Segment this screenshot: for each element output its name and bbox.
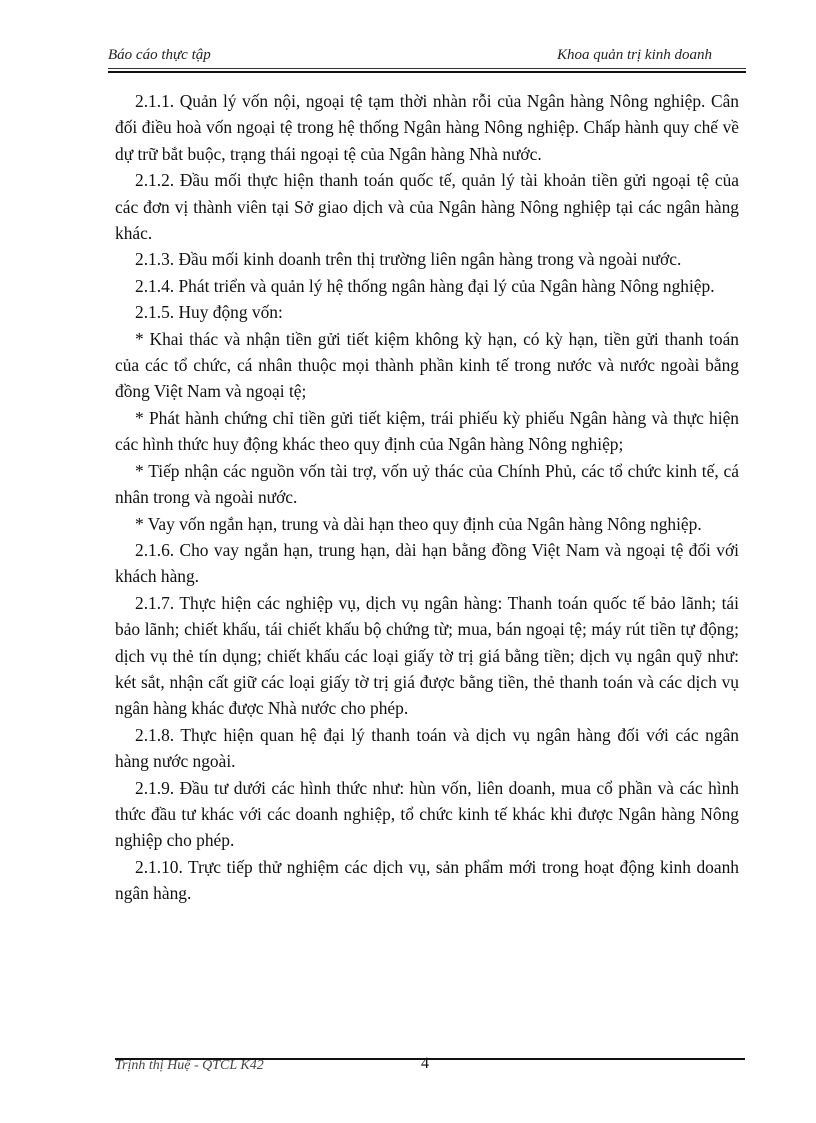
- header-report-title: Báo cáo thực tập: [108, 47, 211, 63]
- header-rule-thick: [108, 71, 746, 73]
- paragraph-2-1-5: 2.1.5. Huy động vốn:: [135, 302, 283, 323]
- document-body: [115, 88, 739, 907]
- paragraph-2-1-10: 2.1.10. Trực tiếp thử nghiệm các dịch vụ, sản phẩm mới trong hoạt động kinh doanh ngân hàng.: [115, 856, 739, 904]
- page-header: [108, 44, 746, 70]
- page-number: 4: [421, 1055, 429, 1072]
- paragraph-2-1-6: 2.1.6. Cho vay ngắn hạn, trung hạn, dài hạn bằng đồng Việt Nam và ngoại tệ đối với khách hàng.: [115, 539, 739, 587]
- bullet-item: * Tiếp nhận các nguồn vốn tài trợ, vốn uỷ thác của Chính Phủ, các tổ chức kinh tế, cá nhân trong và ngoài nước.: [115, 460, 739, 508]
- paragraph-2-1-7: 2.1.7. Thực hiện các nghiệp vụ, dịch vụ ngân hàng: Thanh toán quốc tế bảo lãnh; tái bảo lãnh; chiết khấu, tái chiết khấu bộ chứng từ; mua, bán ngoại tệ; máy rút tiền tự động; dịch vụ thẻ tín dụng; chiết khấu các loại giấy tờ trị giá bằng tiền; dịch vụ ngân quỹ như: két sắt, nhận cất giữ các loại giấy tờ trị giá được bằng tiền, thẻ thanh toán và các dịch vụ ngân hàng khác được Nhà nước cho phép.: [115, 592, 739, 719]
- paragraph-2-1-8: 2.1.8. Thực hiện quan hệ đại lý thanh toán và dịch vụ ngân hàng đối với các ngân hàng nước ngoài.: [115, 724, 739, 772]
- footer-author: Trịnh thị Huệ - QTCL K42: [115, 1058, 264, 1073]
- header-faculty-name: Khoa quản trị kinh doanh: [556, 47, 712, 63]
- paragraph-2-1-2: 2.1.2. Đầu mối thực hiện thanh toán quốc tế, quản lý tài khoản tiền gửi ngoại tệ của các đơn vị thành viên tại Sở giao dịch và của Ngân hàng Nông nghiệp tại các ngân hàng khác.: [115, 170, 739, 244]
- paragraph-2-1-4: 2.1.4. Phát triển và quản lý hệ thống ngân hàng đại lý của Ngân hàng Nông nghiệp.: [135, 275, 715, 296]
- paragraph-2-1-1: 2.1.1. Quản lý vốn nội, ngoại tệ tạm thời nhàn rỗi của Ngân hàng Nông nghiệp. Cân đối điều hoà vốn ngoại tệ trong hệ thống Ngân hàng Nông nghiệp. Chấp hành quy chế về dự trữ bắt buộc, trạng thái ngoại tệ của Ngân hàng Nhà nước.: [115, 91, 739, 164]
- bullet-item: * Khai thác và nhận tiền gửi tiết kiệm không kỳ hạn, có kỳ hạn, tiền gửi thanh toán của các tổ chức, cá nhân thuộc mọi thành phần kinh tế trong nước và nước ngoài bằng đồng Việt Nam và ngoại tệ;: [115, 328, 739, 402]
- page-footer: [115, 1054, 745, 1078]
- paragraph-2-1-3: 2.1.3. Đầu mối kinh doanh trên thị trường liên ngân hàng trong và ngoài nước.: [135, 249, 682, 270]
- paragraph-2-1-9: 2.1.9. Đầu tư dưới các hình thức như: hùn vốn, liên doanh, mua cổ phần và các hình thức đầu tư khác với các doanh nghiệp, tổ chức kinh tế khác khi được Ngân hàng Nông nghiệp cho phép.: [115, 777, 739, 851]
- header-rule-thin: [108, 68, 746, 69]
- bullet-item: * Vay vốn ngắn hạn, trung và dài hạn theo quy định của Ngân hàng Nông nghiệp.: [135, 513, 702, 534]
- bullet-item: * Phát hành chứng chỉ tiền gửi tiết kiệm, trái phiếu kỳ phiếu Ngân hàng và thực hiện các hình thức huy động khác theo quy định của Ngân hàng Nông nghiệp;: [115, 407, 739, 455]
